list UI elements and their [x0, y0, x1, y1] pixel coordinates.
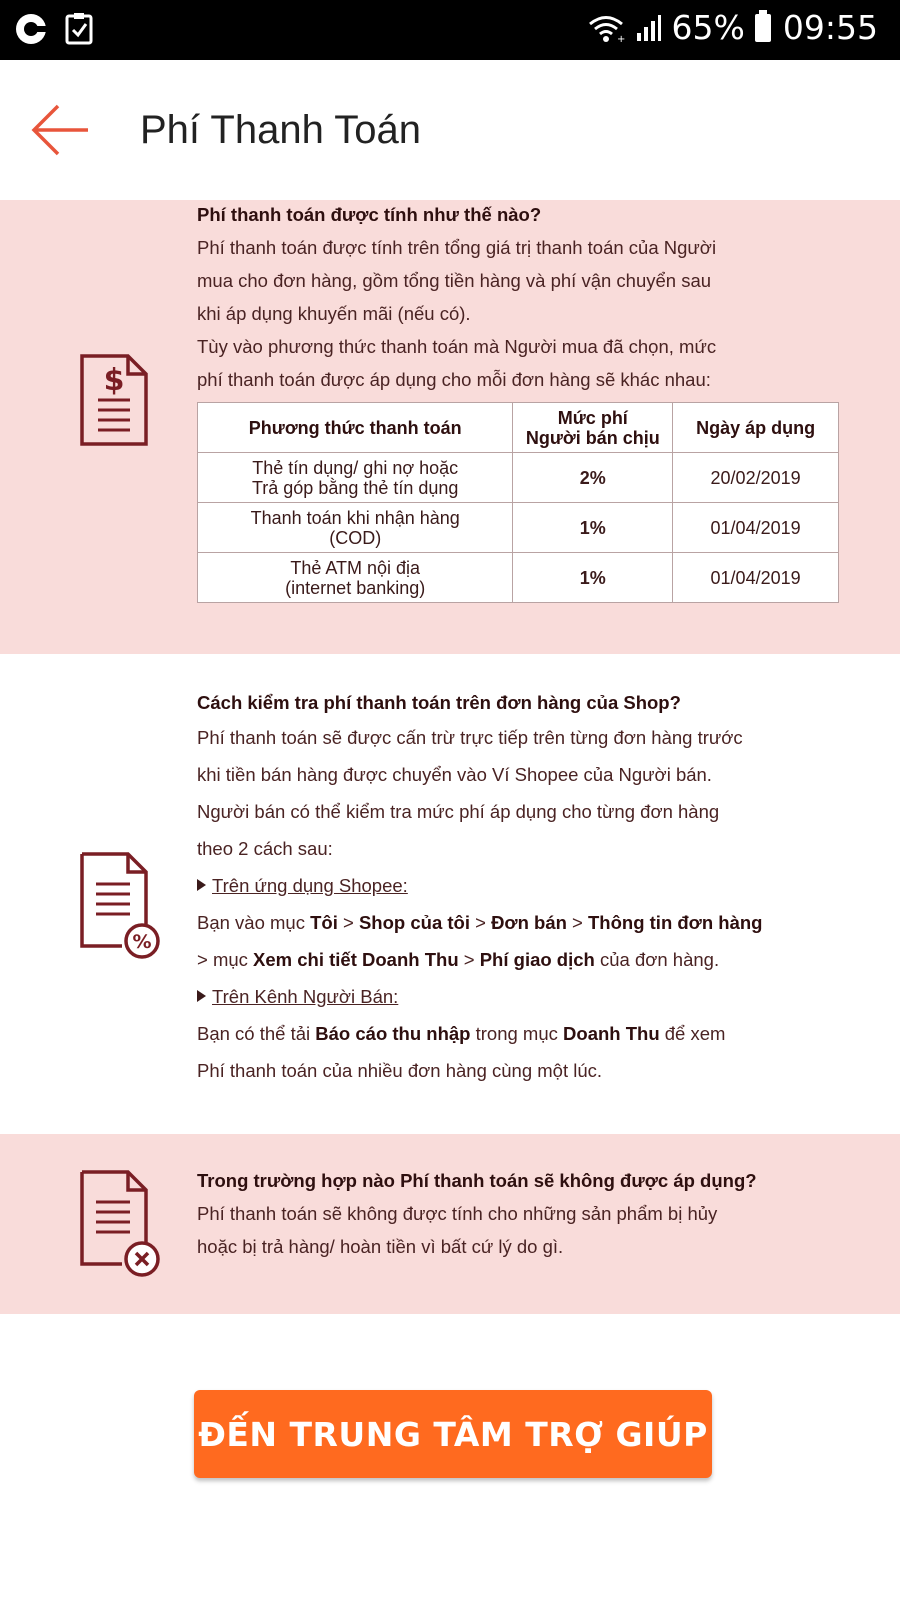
svg-text:+: + [616, 33, 625, 43]
bullet-app [197, 867, 847, 904]
paragraph-line: Phí thanh toán của nhiều đơn hàng cùng một lúc. [197, 1060, 603, 1081]
bold-text: Shop của tôi [358, 912, 470, 933]
paragraph-line: mua cho đơn hàng, gồm tổng tiền hàng và phí vận chuyển sau [197, 270, 712, 291]
bold-text: Phí giao dịch [479, 949, 595, 970]
dollar-document-icon [78, 352, 150, 448]
paragraph-line [197, 941, 847, 978]
paragraph-line: theo 2 cách sau: [197, 838, 333, 859]
paragraph-line: khi áp dụng khuyến mãi (nếu có). [197, 303, 471, 324]
clock: 09:55 [782, 8, 878, 47]
svg-text:%: % [132, 931, 152, 953]
date-cell: 20/02/2019 [673, 453, 839, 503]
cell-line: Thanh toán khi nhận hàng [250, 507, 460, 528]
paragraph-line: khi tiền bán hàng được chuyển vào Ví Shopee của Người bán. [197, 764, 712, 785]
bullet-marker-icon [197, 990, 206, 1002]
bold-text: Xem chi tiết Doanh Thu [253, 949, 459, 970]
method-cell [198, 553, 513, 603]
bullet-label: Trên Kênh Người Bán: [212, 986, 399, 1007]
text: > [337, 912, 359, 933]
paragraph-line [197, 904, 847, 941]
text: > [566, 912, 588, 933]
bold-text: Báo cáo thu nhập [315, 1023, 471, 1044]
status-bar-right [586, 8, 878, 47]
column-header: Phương thức thanh toán [198, 403, 513, 453]
status-bar-left [14, 12, 94, 46]
fee-exemption-section [0, 1134, 900, 1314]
battery-icon [755, 14, 771, 42]
paragraph-line: Phí thanh toán được tính trên tổng giá trị thanh toán của Người [197, 237, 717, 258]
rate-cell: 2% [513, 453, 673, 503]
column-header [513, 403, 673, 453]
text: để xem [659, 1023, 726, 1044]
column-header-line: Người bán chịu [525, 427, 660, 448]
cell-line: (internet banking) [285, 577, 426, 598]
text: Bạn có thể tải [197, 1023, 316, 1044]
paragraph-line: hoặc bị trả hàng/ hoàn tiền vì bất cứ lý do gì. [197, 1236, 564, 1257]
help-center-button[interactable]: ĐẾN TRUNG TÂM TRỢ GIÚP [194, 1390, 712, 1478]
checklist-notification-icon [64, 12, 94, 46]
percent-document-icon [78, 850, 162, 960]
text: của đơn hàng. [594, 949, 720, 970]
table-header-row [198, 403, 839, 453]
bold-text: Đơn bán [491, 912, 567, 933]
rate-cell: 1% [513, 553, 673, 603]
fee-check-section [0, 654, 900, 1134]
rate-cell: 1% [513, 503, 673, 553]
bold-text: Tôi [310, 912, 338, 933]
paragraph-line: Phí thanh toán sẽ được cấn trừ trực tiếp trên từng đơn hàng trước [197, 727, 743, 748]
cell-line: (COD) [329, 527, 382, 548]
app-header [0, 60, 900, 200]
fee-check-text [197, 686, 847, 1089]
table-row [198, 503, 839, 553]
bullet-seller-channel [197, 978, 847, 1015]
signal-icon [636, 13, 662, 43]
text: Bạn vào mục [197, 912, 311, 933]
paragraph-line [197, 1015, 847, 1052]
paragraph-line: Người bán có thể kiểm tra mức phí áp dụng cho từng đơn hàng [197, 801, 720, 822]
column-header-line: Mức phí [557, 407, 628, 428]
text: > [458, 949, 480, 970]
date-cell: 01/04/2019 [673, 503, 839, 553]
svg-text:$: $ [103, 363, 125, 398]
fee-calculation-section [0, 200, 900, 654]
fee-exemption-text [197, 1164, 847, 1263]
bullet-marker-icon [197, 879, 206, 891]
text: > mục [197, 949, 254, 970]
app-notification-icon [14, 12, 48, 46]
bold-text: Thông tin đơn hàng [588, 912, 763, 933]
date-cell: 01/04/2019 [673, 553, 839, 603]
bullet-label: Trên ứng dụng Shopee: [212, 875, 408, 896]
cell-line: Thẻ ATM nội địa [290, 557, 421, 578]
column-header: Ngày áp dụng [673, 403, 839, 453]
cell-line: Thẻ tín dụng/ ghi nợ hoặc [252, 457, 459, 478]
wifi-icon [586, 13, 626, 43]
status-bar [0, 0, 900, 60]
bold-text: Doanh Thu [563, 1023, 660, 1044]
paragraph-line: phí thanh toán được áp dụng cho mỗi đơn hàng sẽ khác nhau: [197, 369, 711, 390]
page-title: Phí Thanh Toán [140, 108, 421, 152]
table-row [198, 553, 839, 603]
paragraph-line: Phí thanh toán sẽ không được tính cho những sản phẩm bị hủy [197, 1203, 718, 1224]
x-document-icon [78, 1168, 162, 1278]
section-heading: Phí thanh toán được tính như thế nào? [197, 204, 542, 225]
battery-percent: 65% [671, 8, 745, 47]
text: trong mục [470, 1023, 564, 1044]
section-heading: Trong trường hợp nào Phí thanh toán sẽ không được áp dụng? [197, 1170, 757, 1191]
fee-calculation-text [197, 198, 847, 396]
section-heading: Cách kiểm tra phí thanh toán trên đơn hàng của Shop? [197, 692, 681, 713]
text: > [469, 912, 492, 933]
method-cell [198, 503, 513, 553]
back-arrow-icon [30, 100, 94, 160]
back-button[interactable] [30, 100, 94, 160]
method-cell [198, 453, 513, 503]
table-row [198, 453, 839, 503]
paragraph-line: Tùy vào phương thức thanh toán mà Người mua đã chọn, mức [197, 336, 717, 357]
cell-line: Trả góp bằng thẻ tín dụng [251, 477, 459, 498]
fee-table [197, 402, 839, 603]
